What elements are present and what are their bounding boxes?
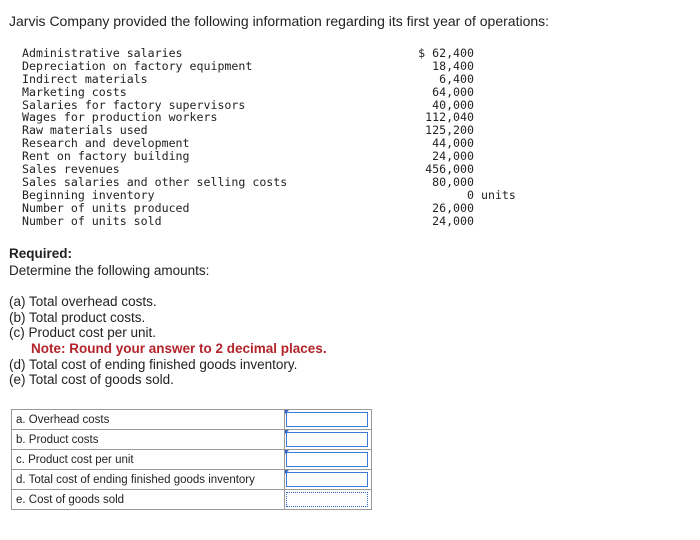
item-unit [474, 176, 515, 189]
item-label: Administrative salaries [22, 46, 183, 60]
item-value: 40,000 [432, 97, 474, 112]
required-heading: Required: [9, 246, 73, 261]
cell-marker-icon [285, 410, 289, 414]
item-label: Marketing costs [22, 84, 127, 99]
item-unit [474, 202, 515, 215]
answer-cell [285, 430, 372, 450]
part-b: (b) Total product costs. [9, 309, 146, 325]
item-value: $ 62,400 [418, 46, 474, 60]
answer-label-cost-per-unit: c. Product cost per unit [12, 450, 285, 470]
table-row [12, 430, 372, 450]
answer-cell [285, 450, 372, 470]
answer-cell [285, 470, 372, 490]
list-item [22, 215, 515, 228]
required-parts [9, 294, 327, 388]
item-value: 80,000 [432, 174, 474, 189]
item-label: Salaries for factory supervisors [22, 97, 246, 112]
item-label: Number of units sold [22, 213, 162, 228]
overhead-costs-input[interactable] [286, 412, 368, 427]
problem-intro: Jarvis Company provided the following information regarding its first year of operations: [9, 13, 550, 29]
item-value: 0 [467, 187, 474, 202]
cell-marker-icon [285, 470, 289, 474]
answer-table [11, 409, 372, 510]
item-value: 24,000 [432, 149, 474, 164]
list-item [22, 202, 515, 215]
table-row [12, 470, 372, 490]
list-item [22, 60, 515, 73]
item-value: 125,200 [425, 123, 474, 138]
table-row [12, 450, 372, 470]
item-value: 26,000 [432, 200, 474, 215]
item-unit [474, 124, 515, 137]
item-unit [474, 215, 515, 228]
item-label: Sales salaries and other selling costs [22, 174, 288, 189]
table-row [12, 410, 372, 430]
item-label: Sales revenues [22, 162, 120, 177]
item-unit [474, 163, 515, 176]
item-value: 6,400 [439, 71, 474, 86]
item-label: Number of units produced [22, 200, 190, 215]
answer-cell [285, 410, 372, 430]
item-unit [474, 111, 515, 124]
answer-label-ending-inventory: d. Total cost of ending finished goods inventory [12, 470, 285, 490]
item-unit [474, 99, 515, 112]
item-label: Beginning inventory [22, 187, 155, 202]
list-item [22, 86, 515, 99]
part-d: (d) Total cost of ending finished goods inventory. [9, 356, 298, 372]
cell-marker-icon [285, 430, 289, 434]
item-unit [474, 60, 515, 73]
item-value: 64,000 [432, 84, 474, 99]
item-unit: units [474, 187, 516, 202]
part-c: (c) Product cost per unit. [9, 325, 157, 341]
answer-label-product-costs: b. Product costs [12, 430, 285, 450]
item-value: 18,400 [432, 58, 474, 73]
list-item [22, 47, 515, 60]
item-label: Wages for production workers [22, 110, 218, 125]
item-label: Raw materials used [22, 123, 148, 138]
part-a: (a) Total overhead costs. [9, 294, 157, 309]
cost-of-goods-sold-input[interactable] [286, 492, 368, 507]
item-label: Indirect materials [22, 71, 148, 86]
list-item [22, 189, 515, 202]
product-cost-per-unit-input[interactable] [286, 452, 368, 467]
product-costs-input[interactable] [286, 432, 368, 447]
item-value: 24,000 [432, 213, 474, 228]
item-value: 112,040 [425, 110, 474, 125]
answer-cell [285, 490, 372, 510]
cell-marker-icon [285, 450, 289, 454]
list-item [22, 176, 515, 189]
item-unit [474, 86, 515, 99]
item-unit [474, 47, 515, 60]
part-e: (e) Total cost of goods sold. [9, 372, 174, 388]
list-item [22, 73, 515, 86]
answer-label-overhead: a. Overhead costs [12, 410, 285, 430]
required-instructions: Determine the following amounts: [9, 263, 210, 278]
item-value: 44,000 [432, 136, 474, 151]
item-label: Depreciation on factory equipment [22, 58, 253, 73]
ending-inventory-input[interactable] [286, 472, 368, 487]
item-label: Rent on factory building [22, 149, 190, 164]
item-unit [474, 137, 515, 150]
answer-label-cogs: e. Cost of goods sold [12, 490, 285, 510]
item-value: 456,000 [425, 162, 474, 177]
table-row [12, 490, 372, 510]
item-unit [474, 150, 515, 163]
list-item [22, 163, 515, 176]
cost-data-list [22, 47, 515, 227]
rounding-note: Note: Round your answer to 2 decimal places. [31, 341, 327, 357]
item-unit [474, 73, 515, 86]
item-label: Research and development [22, 136, 190, 151]
